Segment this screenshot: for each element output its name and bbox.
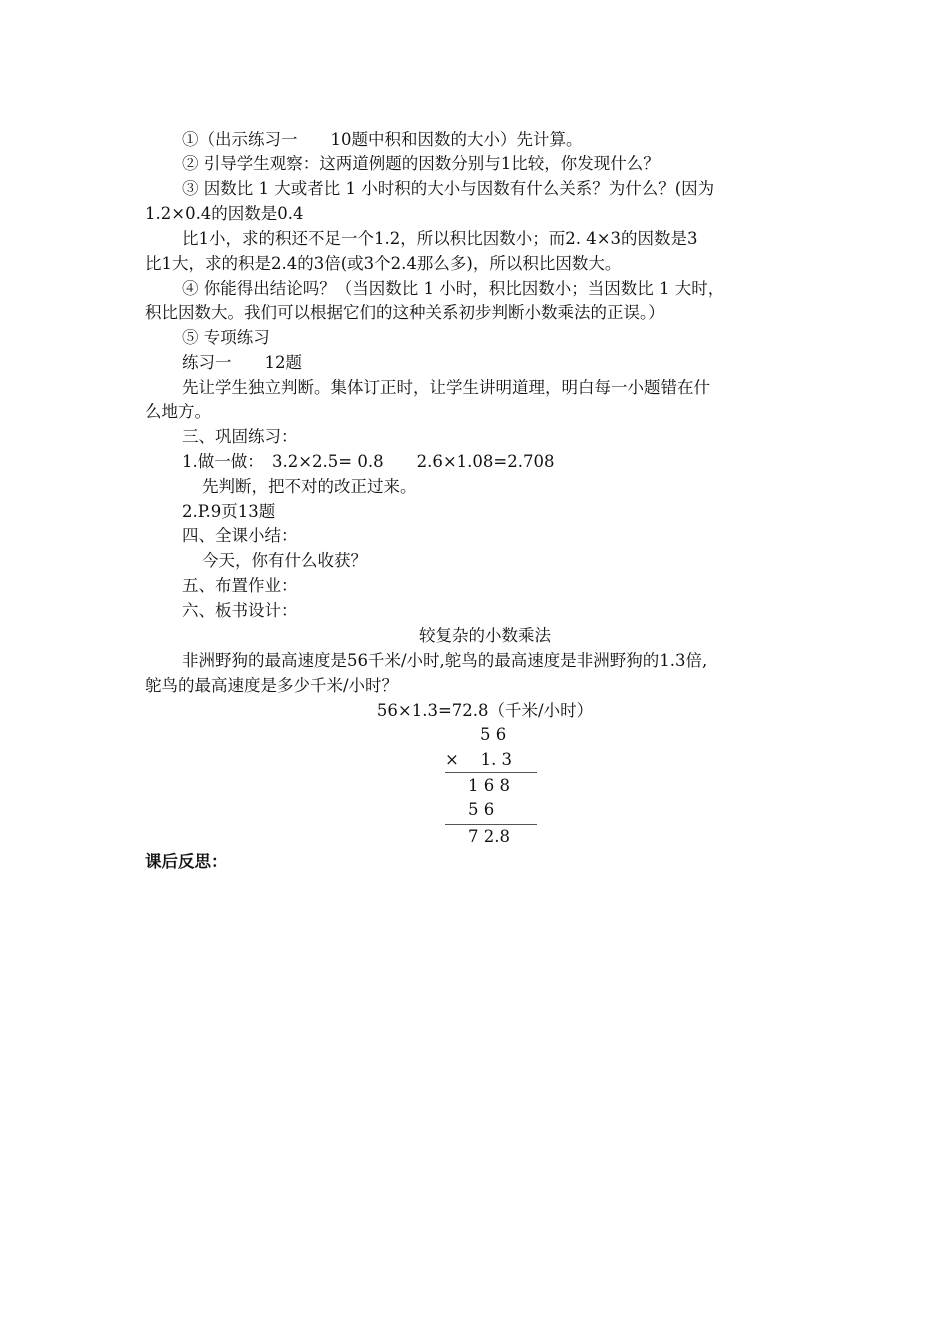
section-homework: 五、布置作业： xyxy=(182,576,298,595)
exercise-ref: 练习一 12题 xyxy=(182,353,302,372)
product-result: 7 2.8 xyxy=(468,827,510,846)
section-consolidate: 三、巩固练习： xyxy=(182,427,298,446)
board-problem-cont: 鸵鸟的最高速度是多少千米/小时？ xyxy=(145,676,399,695)
board-problem: 非洲野狗的最高速度是56千米/小时,鸵鸟的最高速度是非洲野狗的1.3倍, xyxy=(182,651,708,670)
step-3: ③ 因数比 1 大或者比 1 小时积的大小与因数有什么关系？为什么？(因为 xyxy=(182,179,715,198)
step-4: ④ 你能得出结论吗？（当因数比 1 小时，积比因数小；当因数比 1 大时， xyxy=(182,279,725,298)
reflection-label: 课后反思： xyxy=(145,852,228,871)
section-summary: 四、全课小结： xyxy=(182,526,298,545)
multiplier: × 1. 3 xyxy=(445,750,513,769)
step-1: ①（出示练习一 10题中积和因数的大小）先计算。 xyxy=(182,130,583,149)
step-5: ⑤ 专项练习 xyxy=(182,328,270,347)
board-title: 较复杂的小数乘法 xyxy=(419,626,551,645)
section-board-design: 六、板书设计： xyxy=(182,601,298,620)
practice-1: 1.做一做： 3.2×2.5= 0.8 2.6×1.08=2.708 xyxy=(182,452,555,471)
step-4-cont: 积比因数大。我们可以根据它们的这种关系初步判断小数乘法的正误。） xyxy=(145,303,665,322)
partial-product-1: 1 6 8 xyxy=(468,776,510,795)
board-equation: 56×1.3=72.8（千米/小时） xyxy=(376,701,594,720)
step-2: ② 引导学生观察：这两道例题的因数分别与1比较，你发现什么？ xyxy=(182,154,660,173)
step-3-explain-cont: 比1大，求的积是2.4的3倍(或3个2.4那么多)，所以积比因数大。 xyxy=(145,254,622,273)
multiplicand: 5 6 xyxy=(480,725,507,744)
calc-rule-1 xyxy=(445,772,537,773)
practice-1-instruction: 先判断，把不对的改正过来。 xyxy=(202,477,417,496)
step-3-explain: 比1小，求的积还不足一个1.2，所以积比因数小；而2. 4×3的因数是3 xyxy=(182,229,698,248)
step-3-cont: 1.2×0.4的因数是0.4 xyxy=(145,204,304,223)
practice-2: 2.P.9页13题 xyxy=(182,502,276,521)
summary-question: 今天，你有什么收获？ xyxy=(202,551,367,570)
partial-product-2: 5 6 xyxy=(468,800,495,819)
exercise-instruction: 先让学生独立判断。集体订正时，让学生讲明道理，明白每一小题错在什 xyxy=(182,378,710,397)
exercise-instruction-cont: 么地方。 xyxy=(145,402,211,421)
